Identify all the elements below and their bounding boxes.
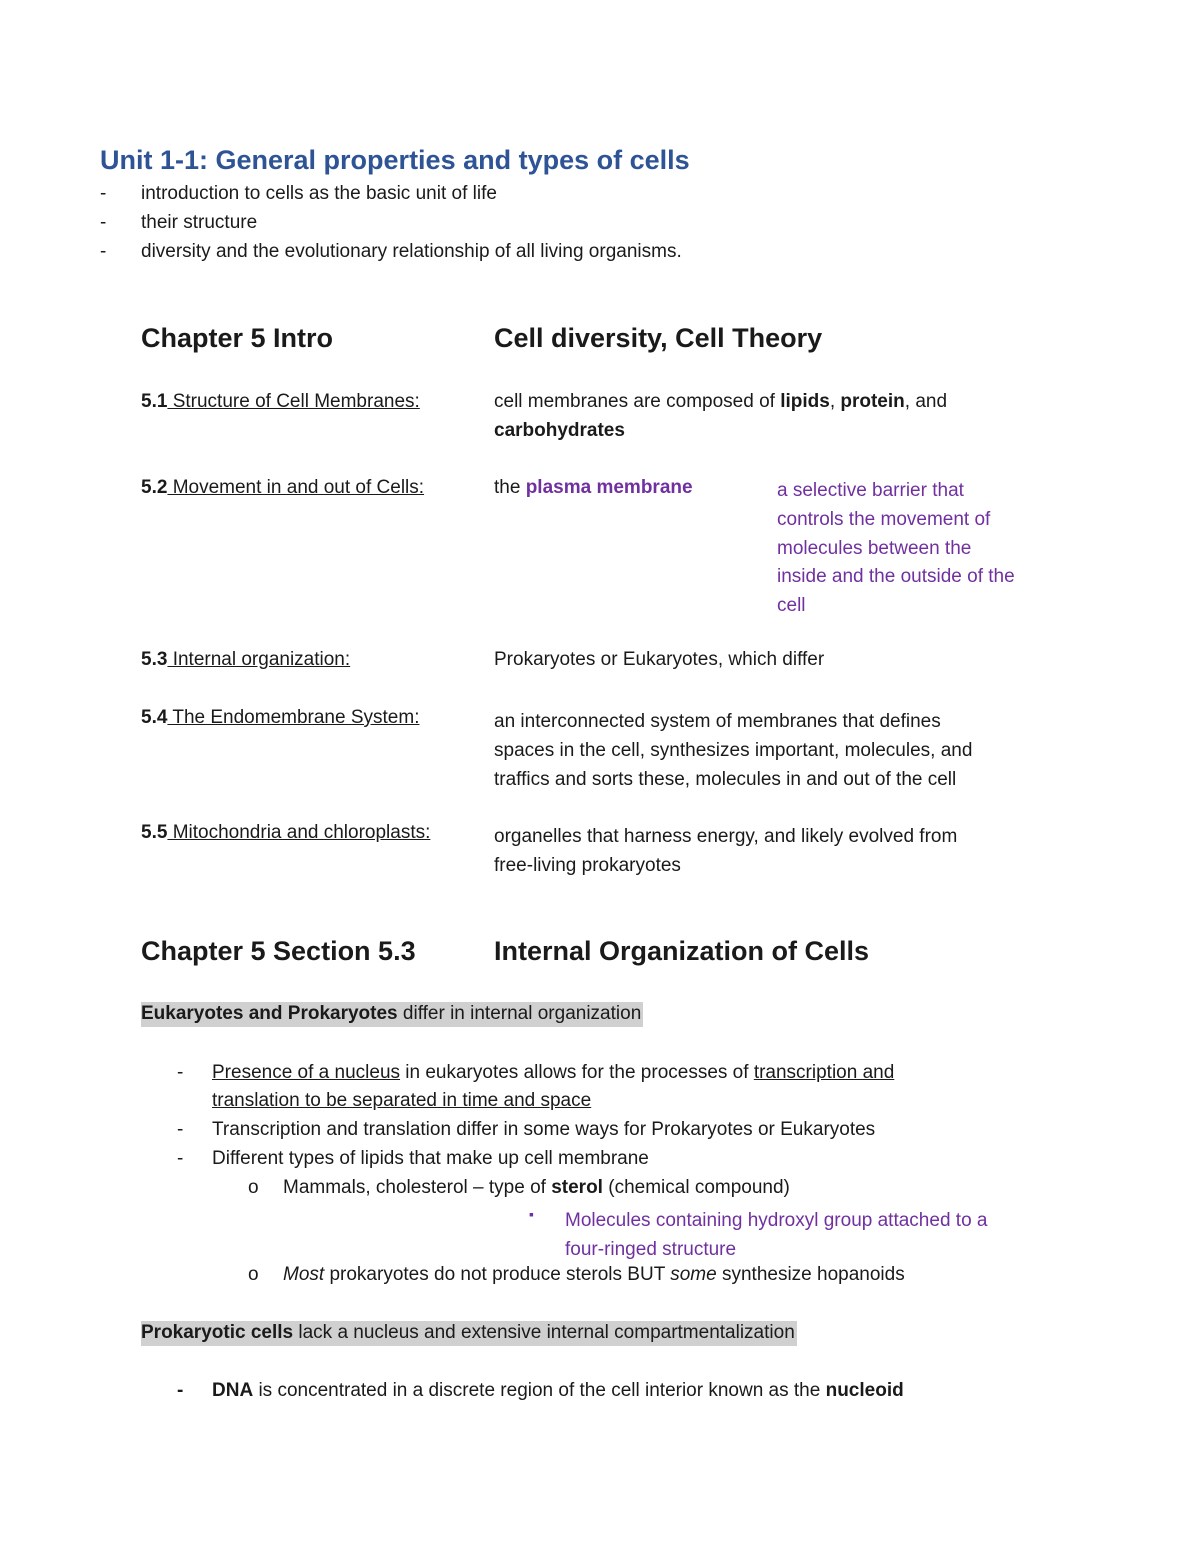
section-desc: Prokaryotes or Eukaryotes, which differ (494, 649, 825, 670)
section-desc (494, 707, 972, 794)
section-number: 5.4 (141, 707, 168, 728)
bullet-text: Different types of lipids that make up cell membrane (212, 1148, 649, 1169)
section-number: 5.2 (141, 477, 168, 498)
bullet-dash: - (177, 1062, 184, 1083)
desc-text: , and (904, 391, 948, 412)
section-desc (494, 477, 693, 499)
desc-line: spaces in the cell, synthesizes important, molecules, and (494, 740, 973, 761)
term-sterol: sterol (551, 1177, 603, 1198)
bullet-text: Transcription and translation differ in some ways for Prokaryotes or Eukaryotes (212, 1119, 876, 1140)
body-text: is concentrated in a discrete region of the cell interior known as the (253, 1380, 826, 1401)
chapter-heading-right: Cell diversity, Cell Theory (494, 323, 823, 353)
bullet-text (212, 1380, 904, 1402)
body-text: Mammals, cholesterol – type of (283, 1177, 552, 1198)
section-label (141, 649, 350, 671)
square-bullet: ▪ (529, 1206, 534, 1222)
circle-bullet: o (248, 1177, 259, 1198)
bullet-dash: - (100, 183, 107, 204)
section-desc (494, 822, 957, 880)
body-text: prokaryotes do not produce sterols BUT (324, 1264, 671, 1285)
italic-text: Most (283, 1264, 325, 1285)
sub-sub-bullet-text (565, 1207, 987, 1264)
bullet-dash: - (177, 1380, 184, 1401)
intro-bullet: introduction to cells as the basic unit of life (141, 183, 497, 204)
note-line: controls the movement of (777, 508, 991, 530)
term-nucleoid: nucleoid (825, 1380, 904, 1401)
plasma-membrane-note (777, 477, 1015, 621)
chapter-heading-left: Chapter 5 Section 5.3 (141, 936, 416, 966)
chapter-heading-right: Internal Organization of Cells (494, 936, 870, 966)
section-number: 5.3 (141, 649, 168, 670)
section-title: Mitochondria and chloroplasts: (167, 822, 431, 843)
desc-text: cell membranes are composed of (494, 391, 781, 412)
note-line: a selective barrier that (777, 480, 964, 501)
term-carbohydrates: carbohydrates (494, 420, 625, 441)
note-line: inside and the outside of the (777, 566, 1015, 588)
desc-text: the (494, 477, 526, 498)
note-line: Molecules containing hydroxyl group attached to a (565, 1210, 988, 1231)
intro-bullet: diversity and the evolutionary relationship of all living organisms. (141, 241, 682, 262)
heading-text: lack a nucleus and extensive internal compartmentalization (293, 1322, 795, 1343)
sub-bullet-text (283, 1177, 790, 1199)
desc-line: traffics and sorts these, molecules in and out of the cell (494, 769, 957, 790)
bullet-text (212, 1062, 894, 1084)
intro-bullet: their structure (141, 212, 258, 233)
bullet-dash: - (100, 212, 107, 233)
unit-title: Unit 1-1: General properties and types of cells (100, 145, 690, 175)
body-text: in eukaryotes allows for the processes of (400, 1062, 754, 1083)
heading-text: differ in internal organization (397, 1003, 642, 1024)
section-title: The Endomembrane System: (167, 707, 420, 728)
term-protein: protein (840, 391, 905, 412)
term-dna: DNA (212, 1380, 254, 1401)
section-title: Structure of Cell Membranes: (167, 391, 420, 412)
circle-bullet: o (248, 1264, 259, 1285)
body-text: synthesize hopanoids (716, 1264, 905, 1285)
underlined-text: translation to be separated in time and space (212, 1090, 592, 1111)
heading-bold: Prokaryotic cells (141, 1322, 294, 1343)
sub-bullet-text (283, 1264, 905, 1286)
prokaryotic-heading (141, 1321, 797, 1346)
underlined-text: transcription and (753, 1062, 895, 1083)
section-number: 5.1 (141, 391, 168, 412)
section-label (141, 391, 420, 413)
note-line: molecules between the (777, 537, 972, 559)
bullet-dash: - (100, 241, 107, 262)
section-desc (494, 391, 947, 413)
italic-text: some (670, 1264, 717, 1285)
bullet-dash: - (177, 1119, 184, 1140)
desc-line: an interconnected system of membranes that defines (494, 711, 941, 732)
underlined-text: Presence of a nucleus (212, 1062, 401, 1083)
section-title: Movement in and out of Cells: (167, 477, 425, 498)
desc-line: organelles that harness energy, and likely evolved from (494, 826, 958, 847)
section-label (141, 477, 424, 499)
desc-text: , (829, 391, 841, 412)
section-title: Internal organization: (167, 649, 351, 670)
desc-line: free-living prokaryotes (494, 855, 681, 876)
bullet-dash: - (177, 1148, 184, 1169)
term-plasma-membrane: plasma membrane (525, 477, 693, 498)
chapter-heading-left: Chapter 5 Intro (141, 323, 334, 353)
heading-bold: Eukaryotes and Prokaryotes (141, 1003, 398, 1024)
note-line: four-ringed structure (565, 1238, 737, 1260)
body-text: (chemical compound) (602, 1177, 790, 1198)
section-label (141, 822, 430, 844)
eukaryotes-heading (141, 1002, 643, 1027)
note-line: cell (777, 595, 806, 617)
section-label (141, 707, 419, 729)
section-number: 5.5 (141, 822, 168, 843)
term-lipids: lipids (780, 391, 830, 412)
